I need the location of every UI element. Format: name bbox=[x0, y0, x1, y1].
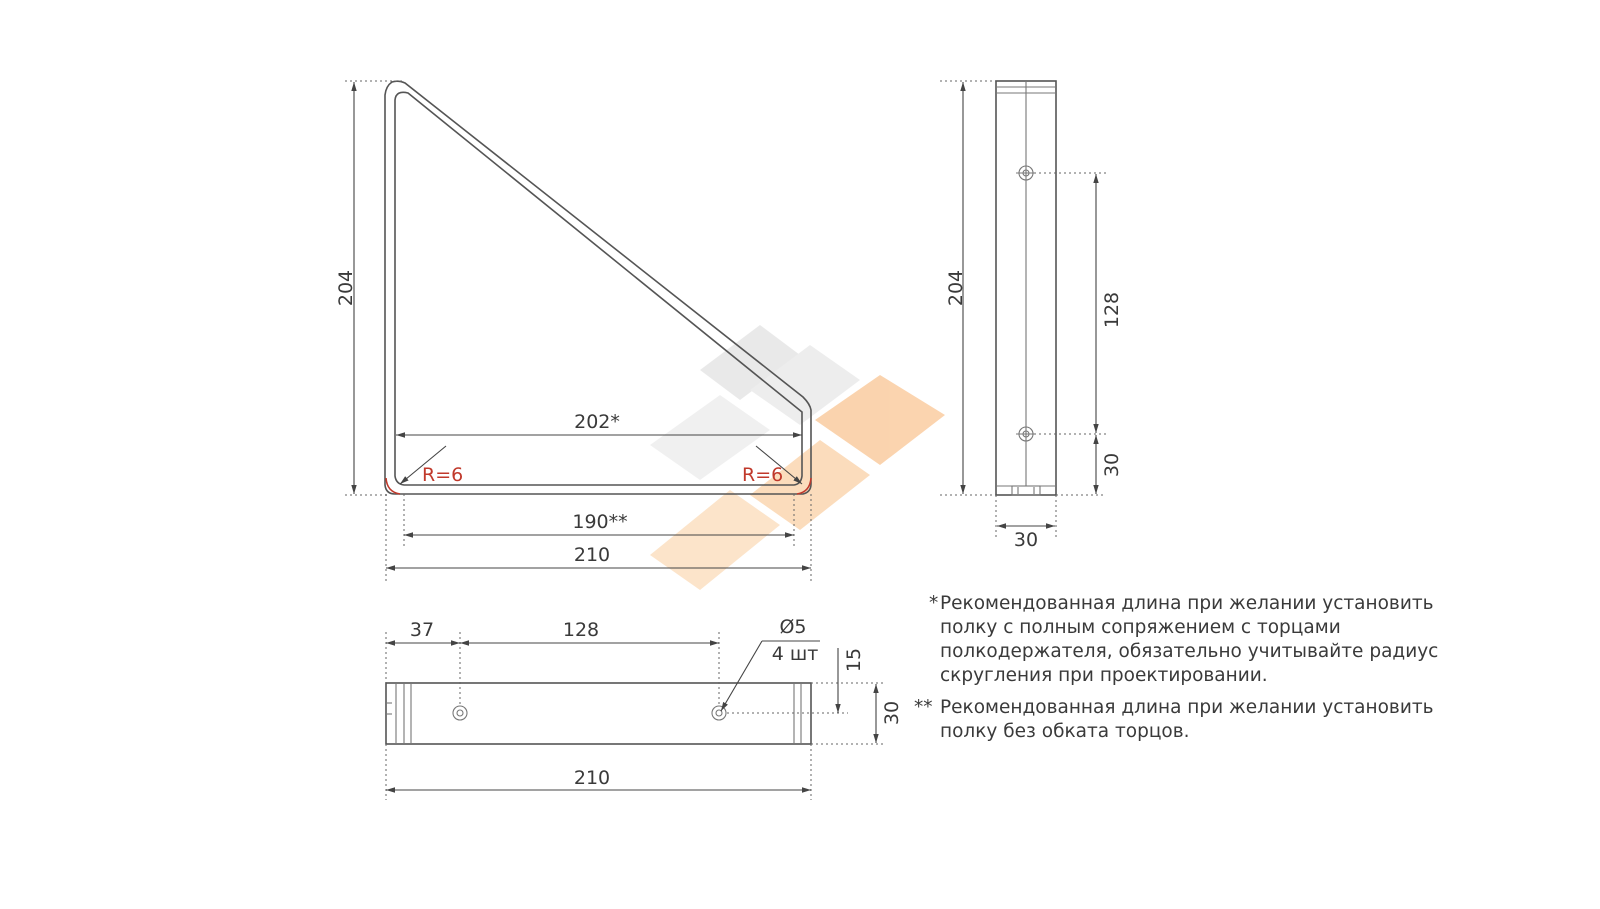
hole-callout-leader bbox=[721, 641, 762, 711]
radius-right-label: R=6 bbox=[742, 464, 784, 486]
bottom-hole-spacing-label: 128 bbox=[562, 619, 600, 641]
bottom-offset-label: 37 bbox=[409, 619, 435, 641]
footnote-1-line: Рекомендованная длина при желании установить bbox=[940, 593, 1434, 614]
bottom-depth-label: 30 bbox=[881, 700, 903, 726]
footnote-1-line: полкодержателя, обязательно учитывайте радиус bbox=[940, 641, 1439, 662]
side-height-label: 204 bbox=[945, 269, 967, 307]
footnote-2 bbox=[914, 696, 1456, 744]
cut-length-label: 190** bbox=[572, 511, 628, 533]
front-total-label: 210 bbox=[573, 544, 611, 566]
bottom-view bbox=[386, 616, 903, 800]
front-height-label: 204 bbox=[335, 269, 357, 307]
footnote-1-mark: * bbox=[929, 593, 939, 614]
hole-diameter-label: Ø5 bbox=[779, 616, 807, 638]
inner-length-label: 202* bbox=[574, 411, 620, 433]
bottom-hole-left bbox=[453, 706, 467, 720]
side-view bbox=[940, 81, 1123, 551]
bottom-hole-right bbox=[712, 706, 726, 720]
hole-count-label: 4 шт bbox=[771, 643, 819, 665]
radius-left-label: R=6 bbox=[422, 464, 464, 486]
footnote-2-line: Рекомендованная длина при желании установить bbox=[940, 697, 1434, 718]
hole-depth-label: 15 bbox=[843, 647, 865, 673]
bottom-total-label: 210 bbox=[573, 767, 611, 789]
watermark-logo bbox=[650, 325, 945, 590]
footnote-1-line: полку с полным сопряжением с торцами bbox=[940, 617, 1341, 638]
footnote-2-line: полку без обката торцов. bbox=[940, 721, 1190, 742]
footnote-1-line: скругления при проектировании. bbox=[940, 665, 1268, 686]
footnote-2-mark: ** bbox=[914, 697, 933, 718]
footnote-1 bbox=[929, 592, 1456, 688]
side-width-label: 30 bbox=[1013, 529, 1039, 551]
side-bottom-offset-label: 30 bbox=[1101, 452, 1123, 478]
side-hole-spacing-label: 128 bbox=[1101, 291, 1123, 329]
footnotes bbox=[914, 592, 1456, 752]
